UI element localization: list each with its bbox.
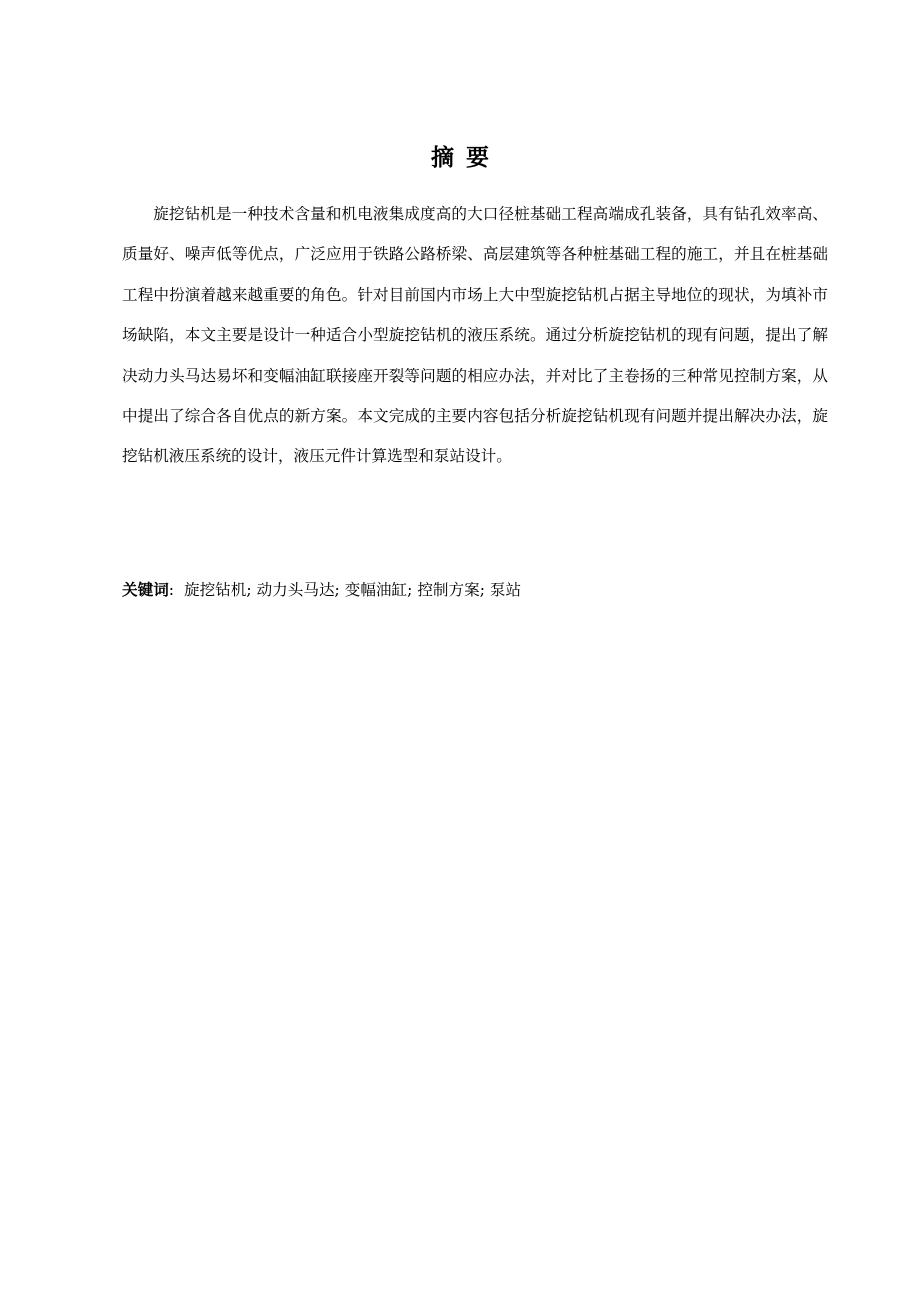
keywords-label: 关键词 (122, 581, 169, 599)
keywords-separator: : (168, 581, 175, 599)
abstract-body: 旋挖钻机是一种技术含量和机电液集成度高的大口径桩基础工程高端成孔装备，具有钻孔效率高、质量好、噪声低等优点，广泛应用于铁路公路桥梁、高层建筑等各种桩基础工程的施工，并且在桩基础工程中扮演着越来越重要的角色。针对目前国内市场上大中型旋挖钻机占据主导地位的现状，为填补市场缺陷，本文主要是设计一种适合小型旋挖钻机的液压系统。通过分析旋挖钻机的现有问题，提出了解决动力头马达易坏和变幅油缸联接座开裂等问题的相应办法，并对比了主卷扬的三种常见控制方案，从中提出了综合各自优点的新方案。本文完成的主要内容包括分析旋挖钻机现有问题并提出解决办法，旋挖钻机液压系统的设计，液压元件计算选型和泵站设计。 (122, 205, 828, 466)
abstract-title: 摘要 (431, 145, 501, 171)
keywords-line (122, 574, 828, 606)
keywords-text: 旋挖钻机; 动力头马达; 变幅油缸; 控制方案; 泵站 (183, 581, 522, 599)
